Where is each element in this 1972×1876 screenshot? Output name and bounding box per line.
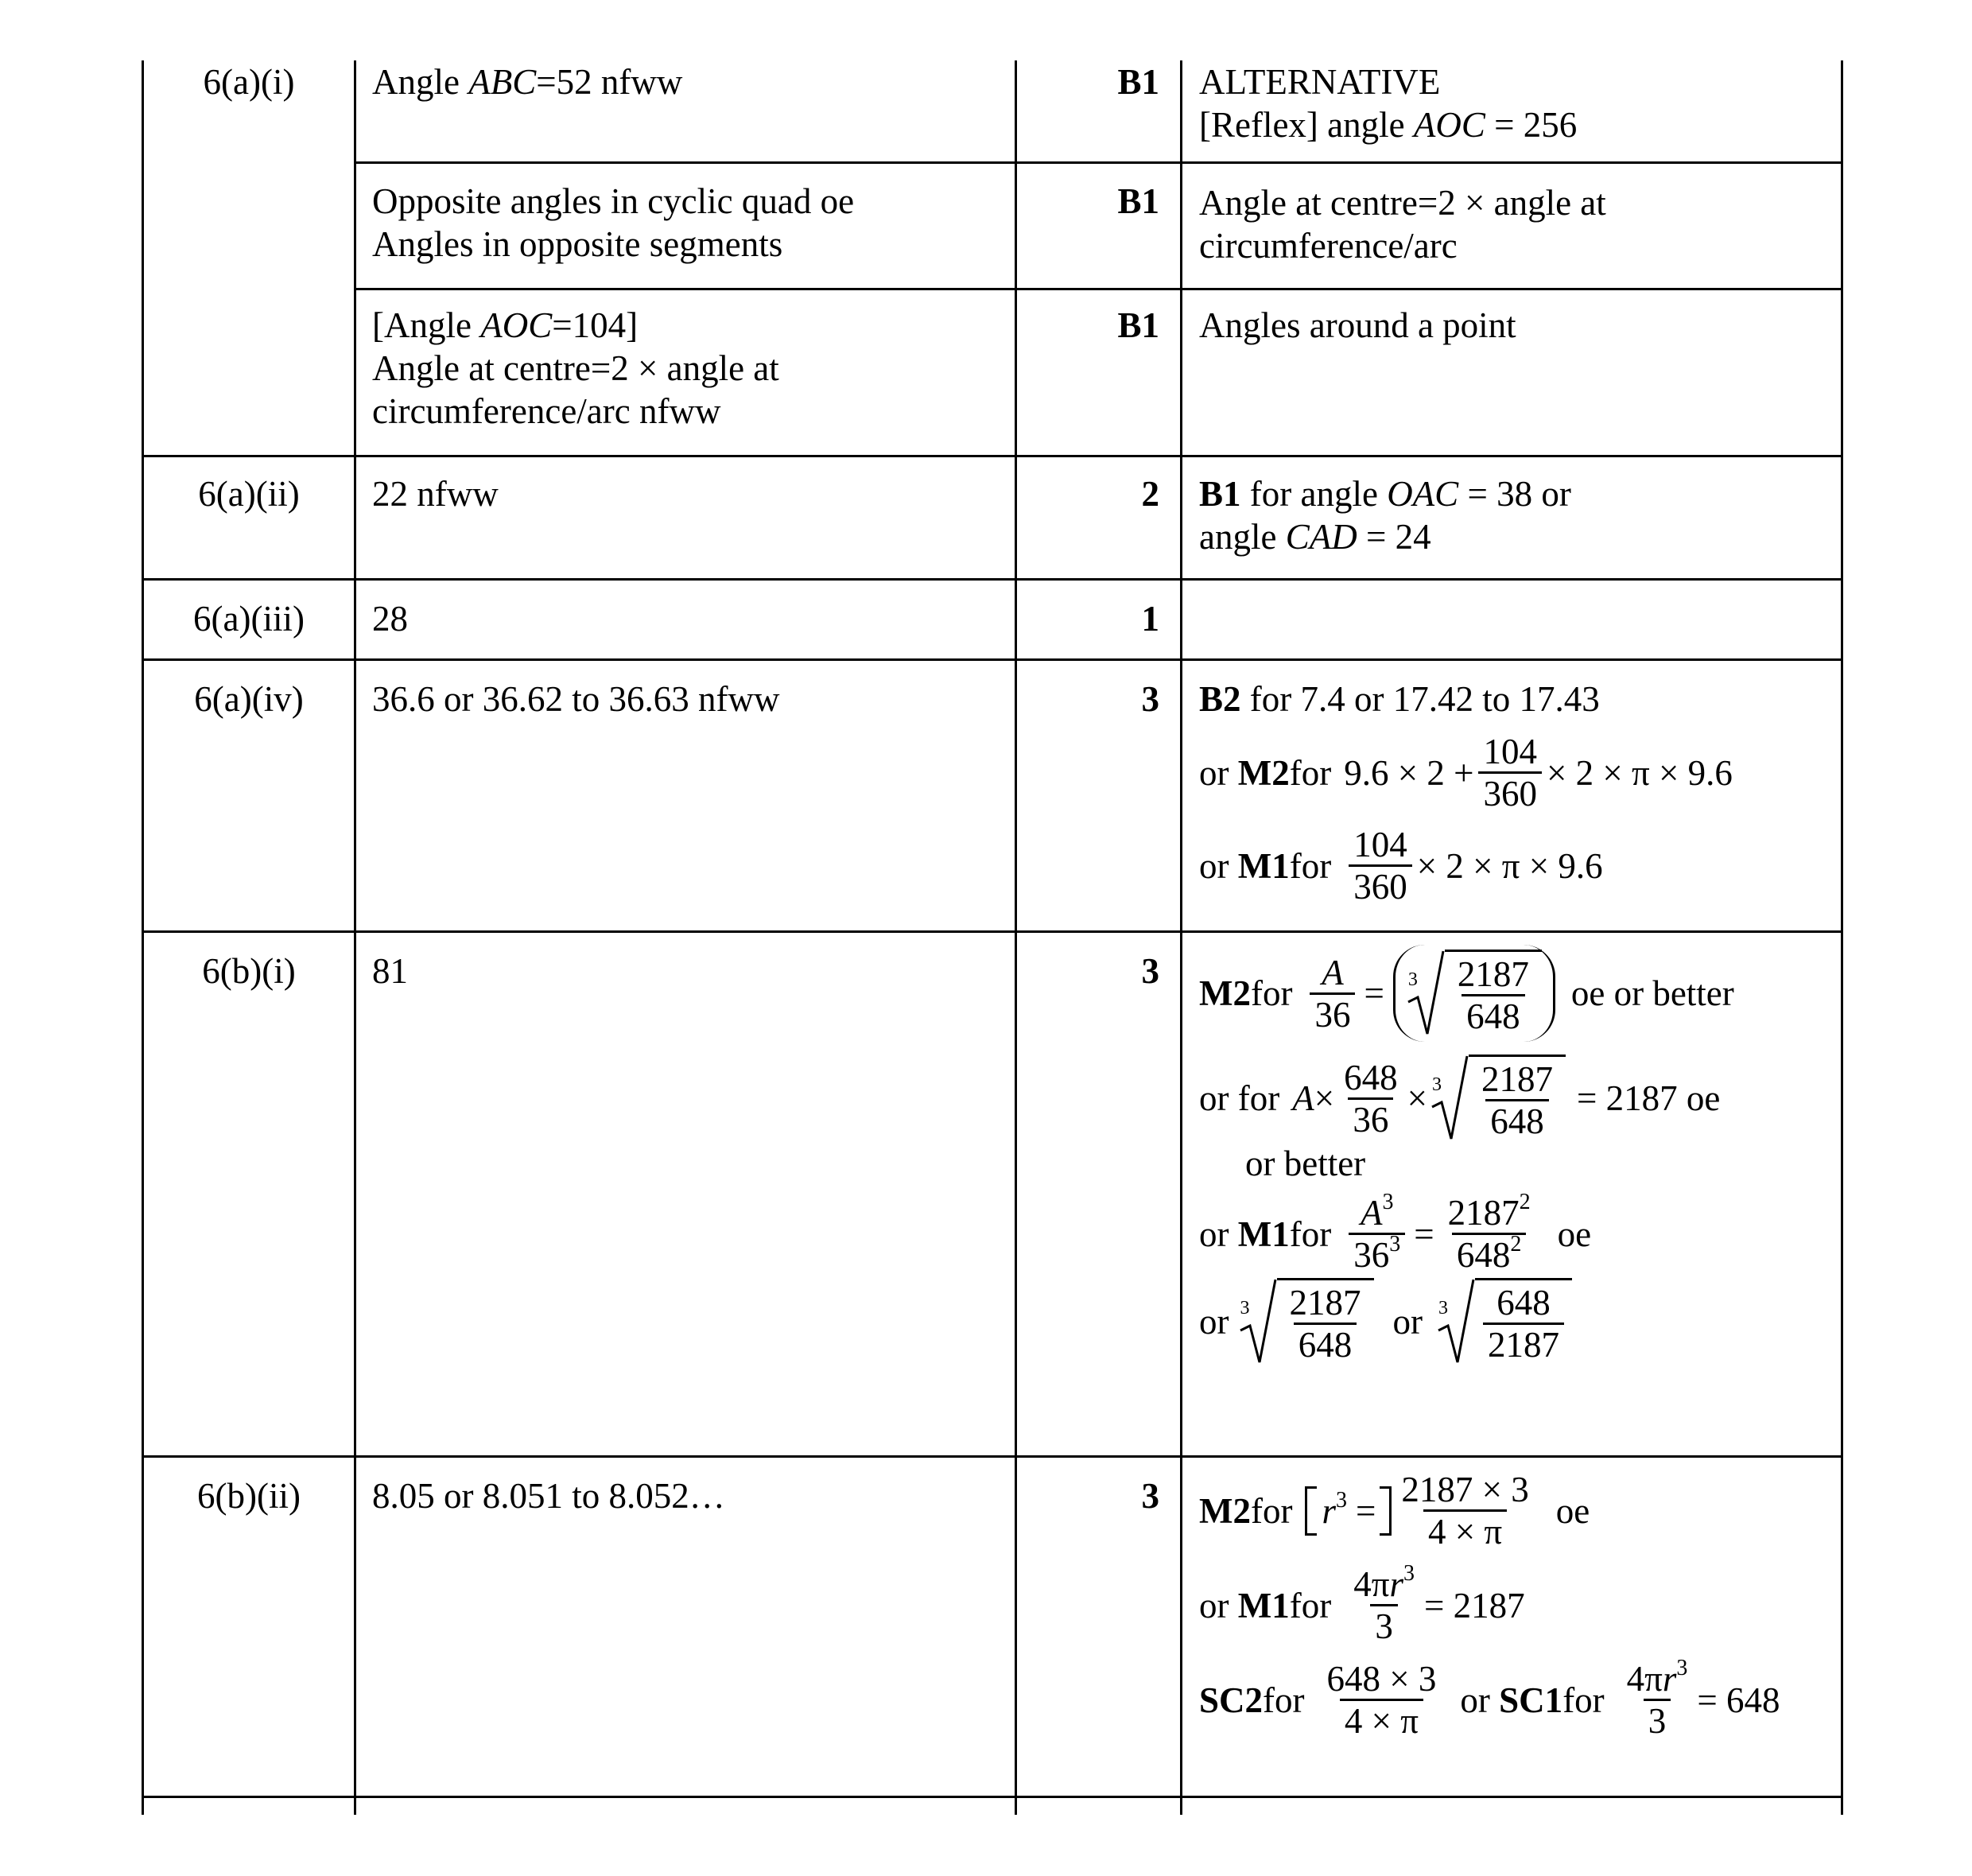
marks-cell: 3 — [1141, 679, 1159, 719]
text-run: CAD — [1285, 517, 1357, 557]
fraction: $\frac{4\pi r^3}{3}$ — [1626, 1656, 1688, 1741]
method-line: or M1 for $\frac{4\pi r^3}{3}$ = 2187 — [1199, 1561, 1525, 1646]
method-line: M2 for $r^3$ = 2187 × 3 4 × π oe — [1199, 1470, 1590, 1552]
formula: $\frac{104}{360}$ × 2 × π × 9.6 — [1344, 825, 1602, 907]
answer-cell — [372, 950, 1000, 992]
table-border-right — [1841, 60, 1843, 1815]
fraction: 2187 648 — [1457, 954, 1529, 1036]
text-line — [372, 597, 1000, 640]
text-run: 36.6 or 36.62 to 36.63 nfww — [372, 679, 780, 719]
question-number: 6(a)(iii) — [193, 599, 305, 639]
text-line — [372, 347, 1000, 390]
radical-sign — [1437, 1278, 1475, 1365]
column-divider — [1180, 60, 1182, 1815]
cube-root: 3 2187 648 — [1430, 1055, 1566, 1142]
mark-scheme-table — [142, 60, 1843, 1815]
fraction: $\frac{A^3}{36^3}$ — [1349, 1193, 1405, 1275]
text-run: =104] — [552, 305, 639, 345]
fraction: 648 × 3 4 × π — [1326, 1659, 1437, 1741]
text-line — [372, 678, 1000, 720]
bracket-close — [1380, 1486, 1392, 1536]
row-divider — [142, 1796, 1843, 1798]
formula: $r^3$ = 2187 × 3 4 × π oe — [1305, 1470, 1590, 1552]
radical-sign — [1407, 950, 1445, 1037]
text-run: [Angle — [372, 305, 481, 345]
text-line — [1199, 103, 1827, 146]
fraction: 2187 648 — [1481, 1059, 1553, 1141]
text-run: AOC — [480, 305, 553, 345]
row-divider — [142, 1455, 1843, 1458]
formula: A × $\frac{648}{36}$ × 3 2187 648 = 2187 oe — [1292, 1055, 1720, 1142]
text-run: B1 — [1199, 474, 1241, 514]
answer-cell — [372, 180, 1000, 266]
text-line — [1199, 304, 1827, 347]
partial-marks-cell — [1199, 181, 1827, 267]
method-line: M2 for $\frac{A}{36}$ = 3 2187 648 oe or better — [1199, 945, 1835, 1042]
text-run: angle — [1199, 517, 1286, 557]
text-line — [372, 472, 1000, 515]
text-line — [1199, 515, 1827, 558]
text-line — [372, 180, 1000, 223]
text-line — [372, 950, 1000, 992]
text-run: 22 nfww — [372, 474, 499, 514]
text-run: ABC — [468, 62, 537, 102]
radical-sign — [1430, 1055, 1469, 1142]
marks-cell: 1 — [1141, 599, 1159, 639]
marks-cell: B1 — [1117, 305, 1159, 345]
text-run: circumference/arc — [1199, 226, 1458, 266]
fraction: $\frac{2187^2}{648^2}$ — [1447, 1190, 1531, 1275]
text-line — [1199, 472, 1827, 515]
marks-cell: B1 — [1117, 62, 1159, 102]
text-line — [1199, 181, 1827, 224]
radical-sign — [1239, 1278, 1277, 1365]
fraction: $\frac{104}{360}$ — [1349, 825, 1412, 907]
text-line — [372, 223, 1000, 266]
partial-marks-cell — [1199, 678, 1835, 907]
text-run: =52 nfww — [536, 62, 683, 102]
parentheses — [1393, 945, 1555, 1042]
text-line — [1199, 224, 1827, 267]
text-run: ALTERNATIVE — [1199, 62, 1441, 102]
method-line: or M1 for $\frac{A^3}{36^3}$ = $\frac{2187^2}{648^2}$ oe — [1199, 1190, 1592, 1275]
answer-cell — [372, 304, 1000, 433]
answer-cell — [372, 1474, 1000, 1517]
question-number: 6(a)(iv) — [194, 679, 304, 719]
cube-root: 3 648 2187 — [1437, 1278, 1572, 1365]
method-line: or M2 for 9.6 × 2 + $\frac{104}{360}$ × 2 × π × 9.6 — [1199, 732, 1733, 814]
row-divider — [142, 455, 1843, 457]
fraction: 2187 × 3 4 × π — [1401, 1470, 1529, 1552]
bracket-open — [1305, 1486, 1317, 1536]
fraction: 2187 648 — [1289, 1283, 1361, 1365]
text-line — [372, 1474, 1000, 1517]
fraction: $\frac{4\pi r^3}{3}$ — [1353, 1561, 1415, 1646]
cube-root: 3 2187 648 — [1239, 1278, 1374, 1365]
text-run: OAC — [1387, 474, 1459, 514]
text-run: Angles around a point — [1199, 305, 1516, 345]
answer-cell — [372, 597, 1000, 640]
text-run: AOC — [1413, 105, 1485, 145]
partial-marks-cell — [1199, 945, 1835, 1365]
method-line: B2 for 7.4 or 17.42 to 17.43 — [1199, 679, 1600, 719]
text-run: = 24 — [1357, 517, 1431, 557]
formula — [1318, 1659, 1446, 1741]
text-run: Opposite angles in cyclic quad oe — [372, 181, 855, 221]
row-divider — [354, 161, 1843, 164]
formula: $\frac{A^3}{36^3}$ = $\frac{2187^2}{648^2}$ oe — [1344, 1193, 1591, 1275]
method-line: or better — [1245, 1144, 1366, 1183]
table-border-left — [142, 60, 144, 1815]
question-number: 6(a)(ii) — [198, 474, 300, 514]
marks-cell: B1 — [1117, 181, 1159, 221]
marks-cell: 2 — [1141, 474, 1159, 514]
formula: $\frac{4\pi r^3}{3}$ = 648 — [1617, 1659, 1780, 1741]
text-run: for angle — [1240, 474, 1388, 514]
method-line: SC2 for 648 × 3 4 × π or SC1 for $\frac{4\pi r^3}{3}$ = 648 — [1199, 1656, 1780, 1741]
text-run: Angle at centre=2 × angle at — [1199, 183, 1606, 223]
text-line — [1199, 60, 1827, 103]
marks-cell: 3 — [1141, 951, 1159, 991]
answer-cell — [372, 678, 1000, 720]
text-run: Angle — [372, 62, 469, 102]
row-divider — [142, 658, 1843, 661]
method-line: or M1 for $\frac{104}{360}$ × 2 × π × 9.6 — [1199, 825, 1603, 907]
text-run: [Reflex] angle — [1199, 105, 1414, 145]
text-line — [372, 60, 1000, 103]
text-run: 81 — [372, 951, 408, 991]
text-run: = 38 or — [1458, 474, 1571, 514]
text-run: Angles in opposite segments — [372, 224, 783, 264]
cube-root: 3 2187 648 — [1407, 950, 1542, 1037]
row-divider — [142, 578, 1843, 581]
text-run: = 256 — [1485, 105, 1578, 145]
fraction: 648 2187 — [1483, 1283, 1564, 1365]
method-line: or 3 2187 648 or 3 648 2187 — [1199, 1278, 1835, 1365]
partial-marks-cell — [1199, 472, 1827, 558]
method-line: or for A × $\frac{648}{36}$ × 3 2187 648 = 2187 oe — [1199, 1055, 1835, 1142]
marks-cell: 3 — [1141, 1476, 1159, 1516]
formula: $\frac{4\pi r^3}{3}$ = 2187 — [1344, 1564, 1524, 1646]
text-run: circumference/arc nfww — [372, 391, 721, 431]
partial-marks-cell — [1199, 304, 1827, 347]
text-run: 8.05 or 8.051 to 8.052… — [372, 1476, 725, 1516]
formula: 9.6 × 2 + $\frac{104}{360}$ × 2 × π × 9.6 — [1344, 732, 1733, 814]
text-run: 28 — [372, 599, 408, 639]
partial-marks-cell — [1199, 60, 1827, 146]
fraction: $\frac{648}{36}$ — [1344, 1057, 1398, 1140]
fraction: $\frac{A}{36}$ — [1310, 953, 1355, 1035]
fraction: $\frac{104}{360}$ — [1478, 732, 1542, 814]
formula: $\frac{A}{36}$ = 3 2187 648 oe or better — [1305, 945, 1733, 1042]
answer-cell — [372, 60, 1000, 103]
row-divider — [354, 288, 1843, 290]
partial-marks-cell — [1199, 1470, 1835, 1741]
row-divider — [142, 930, 1843, 933]
text-line — [372, 390, 1000, 433]
answer-cell — [372, 472, 1000, 515]
question-number: 6(a)(i) — [203, 62, 295, 102]
question-number: 6(b)(i) — [202, 951, 296, 991]
text-run: Angle at centre=2 × angle at — [372, 348, 779, 388]
text-line — [372, 304, 1000, 347]
question-number: 6(b)(ii) — [197, 1476, 301, 1516]
column-divider — [354, 60, 356, 1815]
